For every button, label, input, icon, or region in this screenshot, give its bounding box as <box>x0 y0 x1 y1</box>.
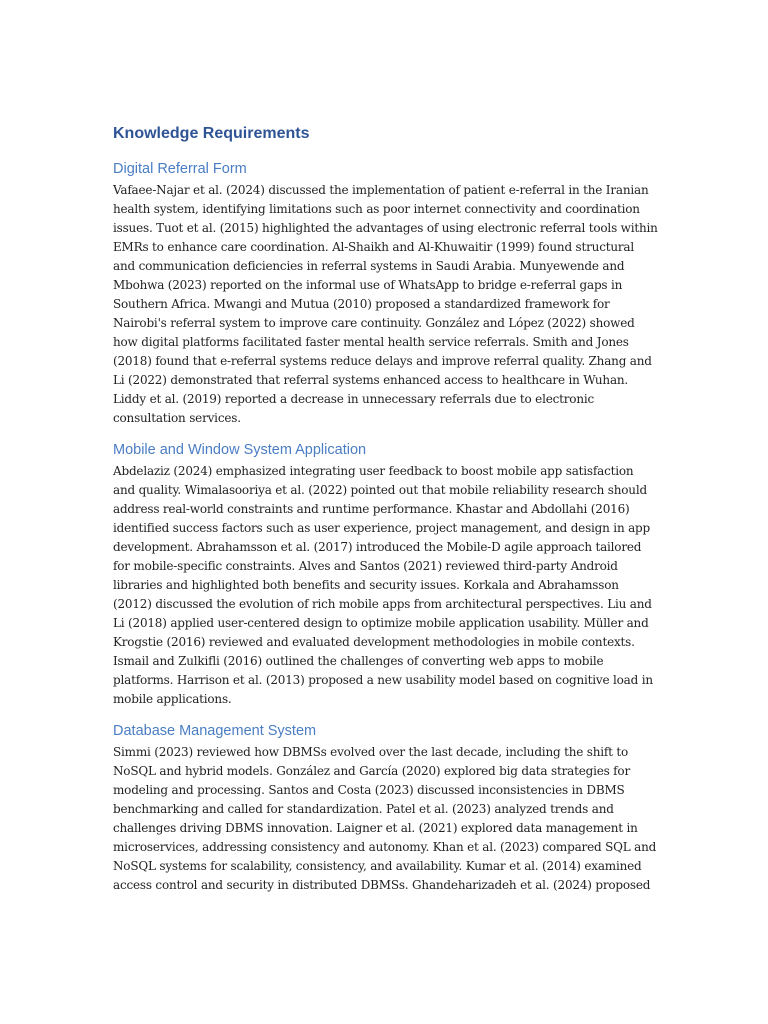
document-title: Knowledge Requirements <box>113 125 310 142</box>
section-heading: Database Management System <box>113 723 317 739</box>
section-database-management-system <box>113 721 658 895</box>
section-paragraph: Simmi (2023) reviewed how DBMSs evolved over the last decade, including the shift to NoSQL and hybrid models. González and García (2020) explored big data strategies for modeling and processing. Santos and Costa (2023) discussed inconsistencies in DBMS benchmarking and called for standardization. Patel et al. (2023) analyzed trends and challenges driving DBMS innovation. Laigner et al. (2021) explored data management in microservices, addressing consistency and autonomy. Khan et al. (2023) compared SQL and NoSQL systems for scalability, consistency, and availability. Kumar et al. (2014) examined access control and security in distributed DBMSs. Ghandeharizadeh et al. (2024) proposed <box>113 745 657 892</box>
section-digital-referral-form <box>113 159 658 428</box>
section-heading: Mobile and Window System Application <box>113 442 367 458</box>
section-mobile-window-application <box>113 440 658 709</box>
section-heading: Digital Referral Form <box>113 161 247 177</box>
section-paragraph: Vafaee-Najar et al. (2024) discussed the implementation of patient e-referral in the Iranian health system, identifying limitations such as poor internet connectivity and coordination issues. Tuot et al. (2015) highlighted the advantages of using electronic referral tools within EMRs to enhance care coordination. Al-Shaikh and Al-Khuwaitir (1999) found structural and communication deficiencies in referral systems in Saudi Arabia. Munyewende and Mbohwa (2023) reported on the informal use of WhatsApp to bridge e-referral gaps in Southern Africa. Mwangi and Mutua (2010) proposed a standardized framework for Nairobi's referral system to improve care continuity. González and López (2022) showed how digital platforms facilitated faster mental health service referrals. Smith and Jones (2018) found that e-referral systems reduce delays and improve referral quality. Zhang and Li (2022) demonstrated that referral systems enhanced access to healthcare in Wuhan. Liddy et al. (2019) reported a decrease in unnecessary referrals due to electronic consultation services. <box>113 183 658 425</box>
section-paragraph: Abdelaziz (2024) emphasized integrating user feedback to boost mobile app satisfaction and quality. Wimalasooriya et al. (2022) pointed out that mobile reliability research should address real-world constraints and runtime performance. Khastar and Abdollahi (2016) identified success factors such as user experience, project management, and design in app development. Abrahamsson et al. (2017) introduced the Mobile-D agile approach tailored for mobile-specific constraints. Alves and Santos (2021) reviewed third-party Android libraries and highlighted both benefits and security issues. Korkala and Abrahamsson (2012) discussed the evolution of rich mobile apps from architectural perspectives. Liu and Li (2018) applied user-centered design to optimize mobile application usability. Müller and Krogstie (2016) reviewed and evaluated development methodologies in mobile contexts. Ismail and Zulkifli (2016) outlined the challenges of converting web apps to mobile platforms. Harrison et al. (2013) proposed a new usability model based on cognitive load in mobile applications. <box>113 464 653 706</box>
document-page <box>113 123 658 907</box>
